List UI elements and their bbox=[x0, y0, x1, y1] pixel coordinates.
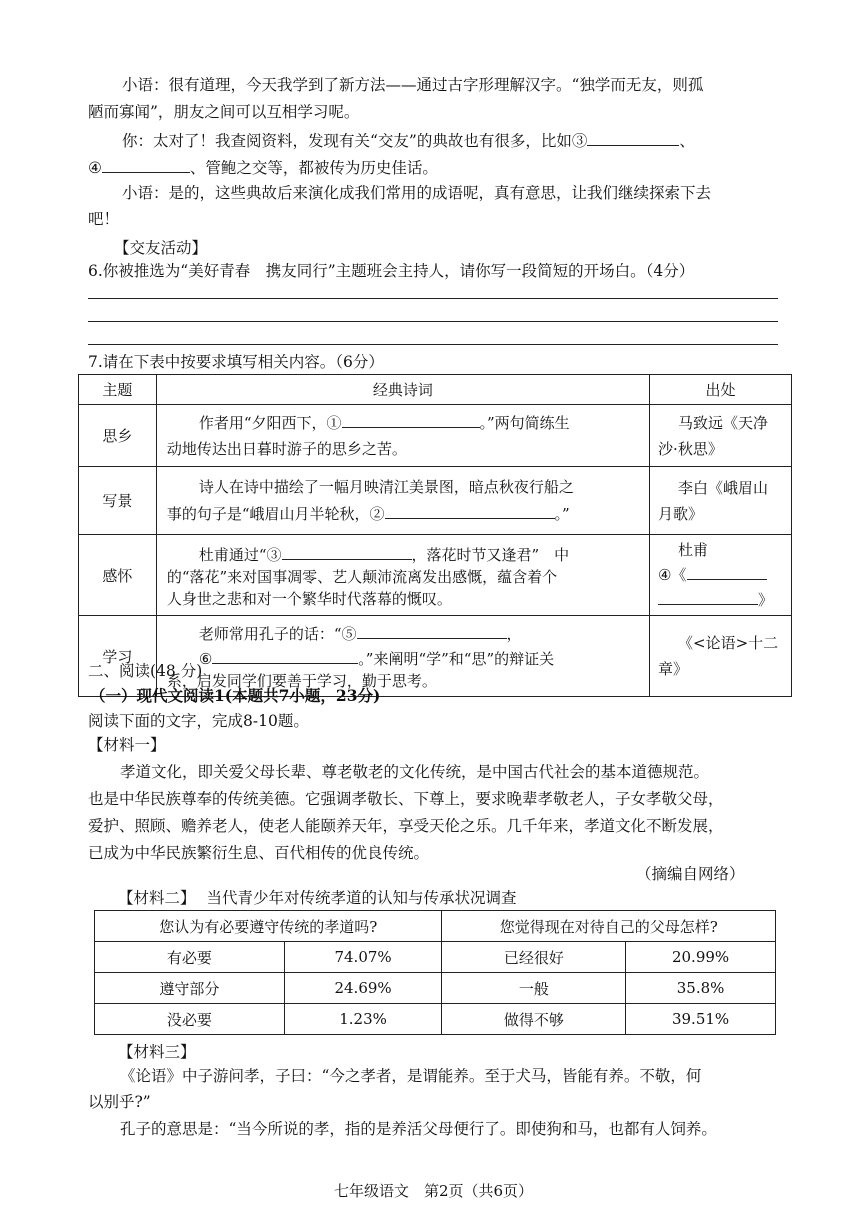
header-poem: 经典诗词 bbox=[156, 375, 649, 405]
answer-line-2[interactable] bbox=[88, 321, 778, 322]
answer-blank-1[interactable] bbox=[342, 409, 480, 428]
survey-question-left: 您认为有必要遵守传统的孝道吗? bbox=[95, 911, 442, 942]
dialogue-line-3-text: 你：太对了！我查阅资料，发现有关“交友”的典故也有很多，比如③ bbox=[122, 132, 588, 150]
dialogue-line-4 bbox=[88, 154, 438, 180]
dialogue-line-2: 陋而寡闻”，朋友之间可以互相学习呢。 bbox=[88, 103, 360, 121]
survey-cell: 做得不够 bbox=[442, 1004, 626, 1035]
answer-blank-4c[interactable] bbox=[658, 586, 758, 605]
survey-question-right: 您觉得现在对待自己的父母怎样? bbox=[442, 911, 776, 942]
header-theme: 主题 bbox=[79, 375, 157, 405]
answer-blank-2[interactable] bbox=[385, 500, 555, 519]
table-header-row bbox=[79, 375, 792, 405]
survey-cell: 39.51% bbox=[626, 1004, 776, 1035]
dialogue-line-3-end: 、 bbox=[679, 132, 695, 150]
dialogue-line-4-marker: ④ bbox=[88, 159, 102, 177]
row-source: 杜甫 ④《 》 bbox=[650, 535, 792, 616]
survey-cell: 20.99% bbox=[626, 942, 776, 973]
dialogue-line-5: 小语：是的，这些典故后来演化成我们常用的成语呢，真有意思，让我们继续探索下去 bbox=[122, 184, 712, 202]
survey-table bbox=[94, 910, 776, 1035]
reading-instruction: 阅读下面的文字，完成8-10题。 bbox=[88, 712, 309, 730]
row-source: 李白《峨眉山 月歌》 bbox=[650, 467, 792, 535]
survey-cell: 35.8% bbox=[626, 973, 776, 1004]
dialogue-line-4-text: 、管鲍之交等，都被传为历史佳话。 bbox=[189, 159, 438, 177]
row-content: 作者用“夕阳西下，① 。”两句简练生 动地传达出日暮时游子的思乡之苦。 bbox=[156, 405, 649, 467]
question-7: 7.请在下表中按要求填写相关内容。（6分） bbox=[88, 353, 384, 371]
header-source: 出处 bbox=[650, 375, 792, 405]
survey-cell: 24.69% bbox=[284, 973, 442, 1004]
material-1-line-3: 爱护、照顾、赡养老人，使老人能颐养天年，享受天伦之乐。几千年来，孝道文化不断发展， bbox=[88, 817, 724, 835]
table-row bbox=[95, 973, 776, 1004]
material-1-line-2: 也是中华民族尊奉的传统美德。它强调孝敬长、下尊上，要求晚辈孝敬老人，子女孝敬父母， bbox=[88, 790, 724, 808]
answer-blank-4[interactable] bbox=[102, 154, 190, 173]
page-footer: 七年级语文 第2页（共6页） bbox=[333, 1182, 534, 1200]
material-2-heading bbox=[118, 886, 516, 910]
answer-blank-3[interactable] bbox=[587, 127, 679, 146]
table-row bbox=[95, 942, 776, 973]
question-6: 6.你被推选为“美好青春 携友同行”主题班会主持人，请你写一段简短的开场白。（4分） bbox=[88, 262, 695, 280]
answer-blank-6[interactable] bbox=[212, 645, 358, 664]
survey-cell: 1.23% bbox=[284, 1004, 442, 1035]
material-3-label: 【材料三】 bbox=[118, 1043, 196, 1061]
activity-heading: 【交友活动】 bbox=[114, 239, 208, 257]
survey-cell: 一般 bbox=[442, 973, 626, 1004]
part-1-heading: （一）现代文阅读1(本题共7小题，23分) bbox=[90, 686, 381, 705]
row-theme: 感怀 bbox=[79, 535, 157, 616]
table-row bbox=[95, 1004, 776, 1035]
material-1-source: （摘编自网络） bbox=[636, 865, 745, 883]
poetry-table bbox=[78, 374, 792, 697]
answer-blank-5[interactable] bbox=[357, 620, 507, 639]
table-row bbox=[79, 467, 792, 535]
row-content: 诗人在诗中描绘了一幅月映清江美景图，暗点秋夜行船之 事的句子是“峨眉山月半轮秋，② 。” bbox=[156, 467, 649, 535]
row-content: 老师常用孔子的话：“⑤ ， ⑥ 。”来阐明“学”和“思”的辩证关 系，启发同学们要善于学习，勤于思考。 bbox=[156, 616, 649, 697]
row-theme: 写景 bbox=[79, 467, 157, 535]
survey-cell: 遵守部分 bbox=[95, 973, 285, 1004]
answer-blank-3b[interactable] bbox=[282, 541, 412, 560]
row-content: 杜甫通过“③ ，落花时节又逢君” 中 的“落花”来对国事凋零、艺人颠沛流离发出感慨，蕴含着个 人身世之悲和对一个繁华时代落幕的慨叹。 bbox=[156, 535, 649, 616]
answer-blank-4b[interactable] bbox=[687, 561, 767, 580]
material-3-line-1: 《论语》中子游问孝，子曰：“今之孝者，是谓能养。至于犬马，皆能有养。不敬，何 bbox=[120, 1067, 702, 1085]
survey-cell: 没必要 bbox=[95, 1004, 285, 1035]
row-source: 马致远《天净 沙·秋思》 bbox=[650, 405, 792, 467]
material-3-line-3: 孔子的意思是：“当今所说的孝，指的是养活父母便行了。即使狗和马，也都有人饲养。 bbox=[120, 1120, 717, 1138]
material-1-line-1: 孝道文化，即关爱父母长辈、尊老敬老的文化传统，是中国古代社会的基本道德规范。 bbox=[120, 763, 710, 781]
survey-cell: 74.07% bbox=[284, 942, 442, 973]
material-1-line-4: 已成为中华民族繁衍生息、百代相传的优良传统。 bbox=[88, 844, 430, 862]
answer-line-1[interactable] bbox=[88, 298, 778, 299]
section-2-heading: 二、阅读(48 分) bbox=[88, 662, 203, 680]
material-2-title: 当代青少年对传统孝道的认知与传承状况调查 bbox=[206, 889, 517, 907]
dialogue-line-1: 小语：很有道理，今天我学到了新方法——通过古字形理解汉字。“独学而无友，则孤 bbox=[122, 76, 704, 94]
material-1-label: 【材料一】 bbox=[88, 736, 166, 754]
material-3-line-2: 以别乎?” bbox=[88, 1093, 151, 1111]
dialogue-line-6: 吧！ bbox=[88, 210, 120, 228]
row-theme: 思乡 bbox=[79, 405, 157, 467]
answer-line-3[interactable] bbox=[88, 344, 778, 345]
survey-header-row bbox=[95, 911, 776, 942]
dialogue-line-3 bbox=[122, 127, 695, 153]
row-theme: 学习 bbox=[79, 616, 157, 697]
survey-cell: 已经很好 bbox=[442, 942, 626, 973]
survey-cell: 有必要 bbox=[95, 942, 285, 973]
table-row bbox=[79, 405, 792, 467]
material-2-label: 【材料二】 bbox=[118, 889, 196, 907]
row-source: 《<论语>十二 章》 bbox=[650, 616, 792, 697]
table-row bbox=[79, 535, 792, 616]
